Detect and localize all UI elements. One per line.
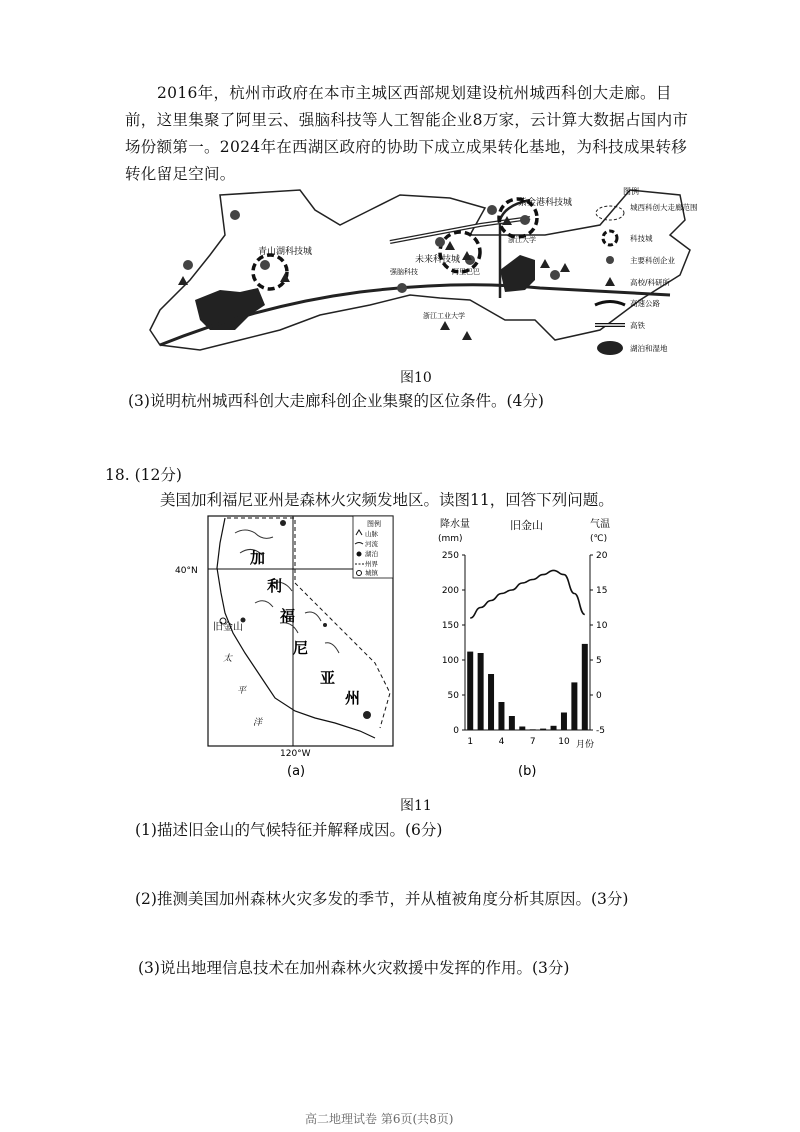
svg-text:高速公路: 高速公路 xyxy=(630,299,660,308)
svg-text:山脉: 山脉 xyxy=(365,530,378,538)
q18-question3: (3)说出地理信息技术在加州森林火灾救援中发挥的作用。(3分) xyxy=(138,959,570,977)
svg-text:高校/科研所: 高校/科研所 xyxy=(630,278,671,287)
left-tick-label: 150 xyxy=(441,621,459,631)
svg-text:湖泊和湿地: 湖泊和湿地 xyxy=(630,344,668,353)
x-tick-label: 10 xyxy=(558,737,570,747)
precip-bar xyxy=(498,702,504,730)
svg-text:尼: 尼 xyxy=(293,639,309,657)
figure10-caption: 图10 xyxy=(400,370,432,386)
label-zijingang: 紫金港科技城 xyxy=(518,198,573,208)
svg-text:洋: 洋 xyxy=(253,718,263,728)
svg-text:主要科创企业: 主要科创企业 xyxy=(630,256,675,265)
page-footer: 高二地理试卷 第6页(共8页) xyxy=(305,1112,454,1126)
svg-text:高铁: 高铁 xyxy=(630,321,645,330)
precip-bar xyxy=(519,727,525,731)
right-tick-label: 15 xyxy=(596,586,608,596)
lake-west xyxy=(195,288,265,330)
precip-bar xyxy=(571,682,577,730)
precip-bar xyxy=(488,674,494,730)
svg-text:图例: 图例 xyxy=(367,520,381,528)
x-tick-label: 1 xyxy=(467,737,474,747)
chart-ylabel-left: 降水量 xyxy=(440,519,470,530)
label-zjut: 浙江工业大学 xyxy=(423,312,465,320)
figure11-caption: 图11 xyxy=(400,798,432,814)
precip-bar xyxy=(530,729,536,730)
figure10-corridor-map xyxy=(140,180,700,365)
lon-label: 120°W xyxy=(280,749,311,759)
precip-bar xyxy=(478,653,484,730)
temperature-line xyxy=(470,570,585,618)
left-tick-label: 50 xyxy=(447,691,459,701)
svg-text:城西科创大走廊范围: 城西科创大走廊范围 xyxy=(630,203,698,212)
svg-text:图例: 图例 xyxy=(623,187,639,196)
right-tick-label: 5 xyxy=(596,656,602,666)
chart-ylabel-left-unit: (mm) xyxy=(438,534,463,544)
city-weilai xyxy=(440,232,480,272)
x-tick-label: 4 xyxy=(498,737,505,747)
svg-text:城镇: 城镇 xyxy=(365,569,378,577)
svg-text:平: 平 xyxy=(237,686,247,696)
label-qiangnao: 强脑科技 xyxy=(390,268,418,276)
figure11b-climate-chart xyxy=(430,515,630,780)
chart-x-unit: 月份 xyxy=(576,740,595,750)
right-tick-label: 20 xyxy=(596,551,608,561)
svg-text:河流: 河流 xyxy=(365,540,378,548)
precip-bar xyxy=(540,729,546,730)
precip-bar xyxy=(467,652,473,730)
figure11a-california-map xyxy=(175,513,415,778)
svg-text:州界: 州界 xyxy=(365,560,378,568)
precip-bar xyxy=(582,644,588,730)
chart-title: 旧金山 xyxy=(510,519,543,532)
lat-label: 40°N xyxy=(175,566,198,576)
figure11a-sublabel: (a) xyxy=(287,764,306,778)
sf-label: 旧金山 xyxy=(213,622,243,633)
label-weilai: 未来科技城 xyxy=(415,255,461,265)
precip-bar xyxy=(509,716,515,730)
chart-sublabel: (b) xyxy=(518,764,537,779)
right-tick-label: -5 xyxy=(596,726,605,736)
x-tick-label: 7 xyxy=(529,737,536,747)
label-zju: 浙江大学 xyxy=(508,236,536,244)
svg-text:福: 福 xyxy=(280,607,296,625)
left-tick-label: 0 xyxy=(453,726,459,736)
label-qingshanhu: 青山湖科技城 xyxy=(258,247,313,257)
figure11a-legend xyxy=(353,516,393,578)
left-tick-label: 200 xyxy=(441,586,459,596)
q17-intro: 2016年，杭州市政府在本市主城区西部规划建设杭州城西科创大走廊。目前，这里集聚了阿里云、强脑科技等人工智能企业8万家，云计算大数据占国内市场份额第一。2024年在西湖区政府的协助下成立成果转化基地，为科技成果转移转化留足空间。 xyxy=(125,84,689,183)
right-tick-label: 0 xyxy=(596,691,602,701)
svg-text:湖泊: 湖泊 xyxy=(365,550,378,558)
svg-text:利: 利 xyxy=(267,577,283,595)
city-qingshanhu xyxy=(253,255,287,289)
q18-question2: (2)推测美国加州森林火灾多发的季节，并从植被角度分析其原因。(3分) xyxy=(135,890,629,908)
svg-text:州: 州 xyxy=(345,689,361,707)
precip-bar xyxy=(551,726,557,730)
svg-text:科技城: 科技城 xyxy=(630,234,653,243)
q18-question1: (1)描述旧金山的气候特征并解释成因。(6分) xyxy=(135,821,443,839)
q18-number: 18. (12分) xyxy=(105,466,182,484)
ocean-name xyxy=(223,653,263,728)
svg-text:太: 太 xyxy=(223,654,233,664)
label-ali: 阿里巴巴 xyxy=(452,268,480,276)
svg-text:亚: 亚 xyxy=(320,669,336,687)
q18-intro: 美国加利福尼亚州是森林火灾频发地区。读图11，回答下列问题。 xyxy=(160,491,614,509)
right-tick-label: 10 xyxy=(596,621,608,631)
left-tick-label: 100 xyxy=(441,656,459,666)
chart-ylabel-right-unit: (℃) xyxy=(590,534,608,544)
left-tick-label: 250 xyxy=(441,551,459,561)
q17-question3: (3)说明杭州城西科创大走廊科创企业集聚的区位条件。(4分) xyxy=(128,392,544,410)
chart-ylabel-right: 气温 xyxy=(590,519,610,530)
precip-bar xyxy=(561,713,567,731)
svg-text:加: 加 xyxy=(250,549,266,567)
